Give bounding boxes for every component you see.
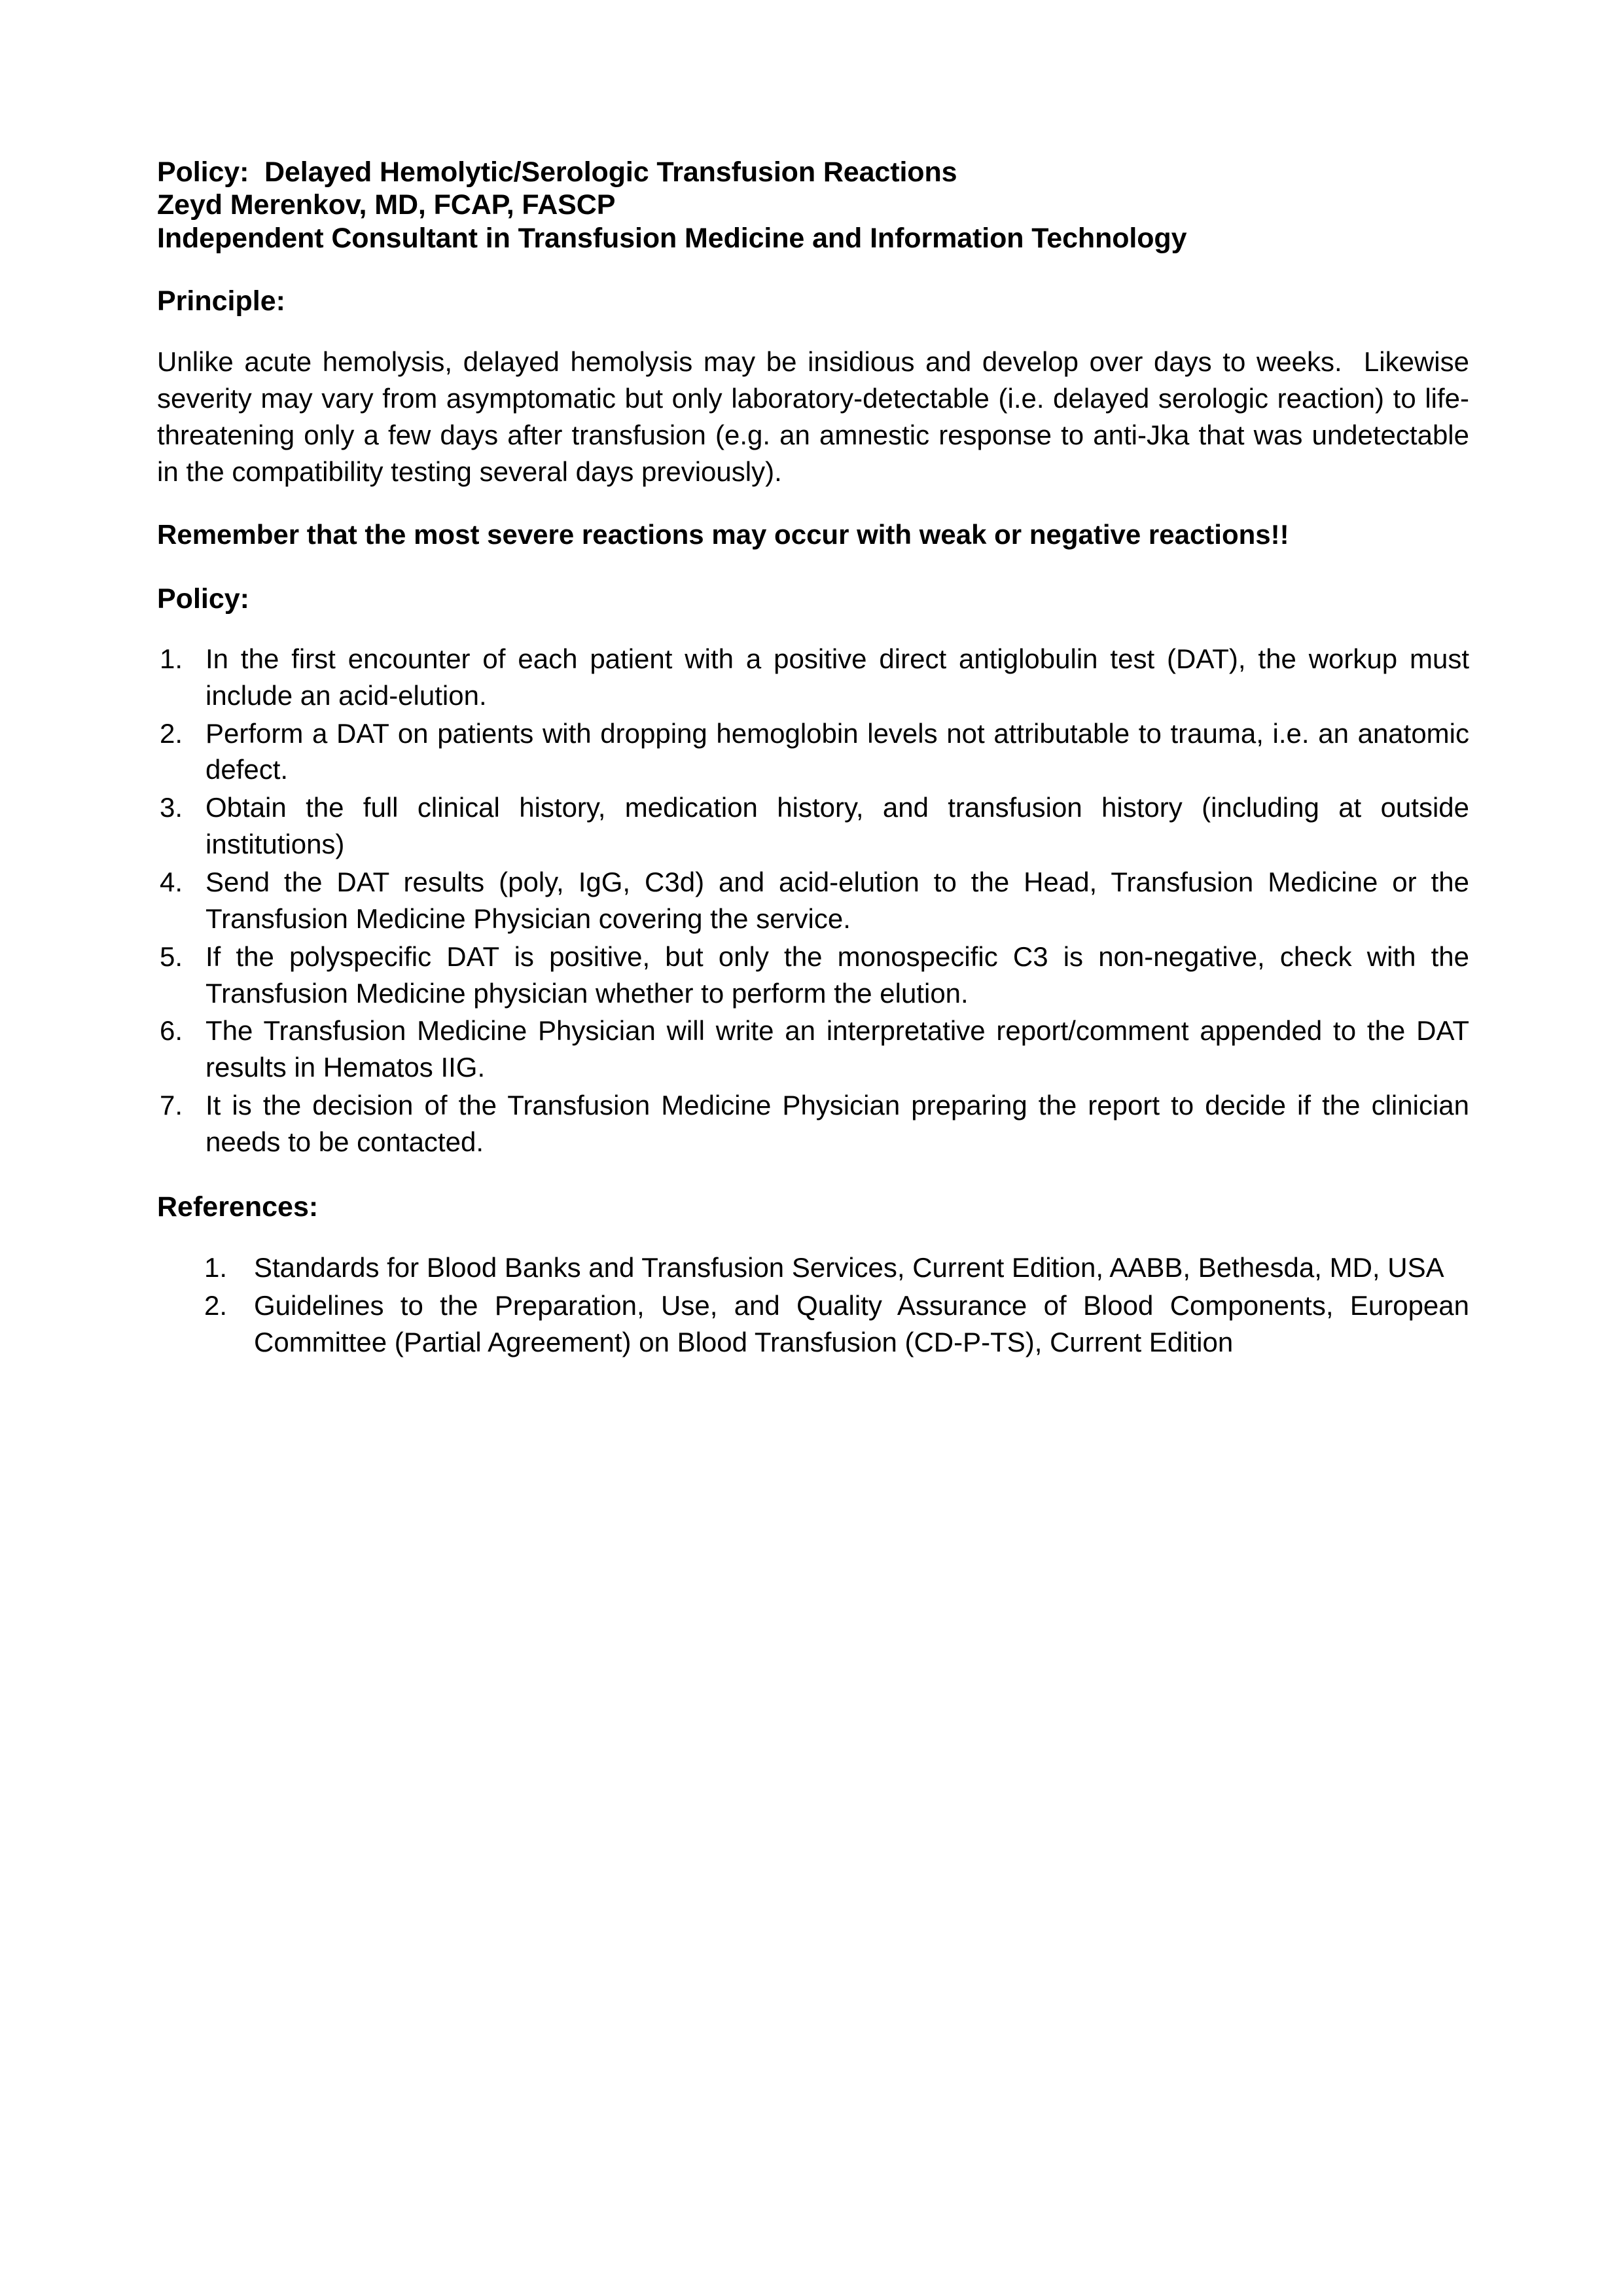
list-item: [157, 1087, 1469, 1160]
references-list: [157, 1249, 1469, 1361]
list-item: [157, 715, 1469, 789]
list-item-number: 6.: [160, 1015, 183, 1047]
list-item: [204, 1249, 1469, 1286]
list-item-text: If the polyspecific DAT is positive, but only the monospecific C3 is non-negative, check with the Transfusion Medicine physician whether to perform the elution.: [205, 941, 1469, 1009]
list-item-text: Send the DAT results (poly, IgG, C3d) and acid-elution to the Head, Transfusion Medicine or the Transfusion Medicine Physician covering the service.: [205, 866, 1469, 934]
list-item: [157, 864, 1469, 937]
list-item-text: Standards for Blood Banks and Transfusion Services, Current Edition, AABB, Bethesda, MD, USA: [254, 1252, 1444, 1283]
list-item-text: The Transfusion Medicine Physician will write an interpretative report/comment appended to the DAT results in Hematos IIG.: [205, 1015, 1469, 1083]
list-item-text: Perform a DAT on patients with dropping hemoglobin levels not attributable to trauma, i.e. an anatomic defect.: [205, 717, 1469, 785]
list-item-text: It is the decision of the Transfusion Medicine Physician preparing the report to decide if the clinician needs to be contacted.: [205, 1090, 1469, 1157]
author-affiliation: Independent Consultant in Transfusion Medicine and Information Technology: [157, 222, 1187, 254]
list-item-number: 4.: [160, 866, 183, 897]
policy-heading: Policy:: [157, 583, 249, 615]
document-header: [157, 156, 1469, 255]
list-item-number: 3.: [160, 792, 183, 823]
principle-paragraph: Unlike acute hemolysis, delayed hemolysis may be insidious and develop over days to weeks. Likewise severity may vary from asymptomatic but only laboratory-detectable (i.e. delayed serologic reaction) to life-threatening only a few days after transfusion (e.g. an amnestic response to anti-Jka that was undetectable in the compatibility testing several days previously).: [157, 346, 1477, 487]
list-item-number: 1.: [160, 643, 183, 674]
list-item-text: Guidelines to the Preparation, Use, and Quality Assurance of Blood Components, European Committee (Partial Agreement) on Blood Transfusion (CD-P-TS), Current Edition: [254, 1289, 1469, 1357]
document-body: [157, 156, 1477, 1361]
principle-heading: Principle:: [157, 285, 285, 317]
list-item: [157, 641, 1469, 714]
list-item-number: 2.: [204, 1289, 228, 1321]
list-item-number: 7.: [160, 1090, 183, 1121]
list-item: [157, 789, 1469, 863]
list-item-number: 2.: [160, 717, 183, 749]
document-title: Policy: Delayed Hemolytic/Serologic Transfusion Reactions: [157, 156, 957, 188]
references-heading: References:: [157, 1191, 319, 1223]
list-item-text: In the first encounter of each patient with a positive direct antiglobulin test (DAT), the workup must include an acid-elution.: [205, 643, 1469, 711]
list-item: [204, 1287, 1469, 1361]
list-item-text: Obtain the full clinical history, medication history, and transfusion history (including at outside institutions): [205, 792, 1469, 860]
author-name: Zeyd Merenkov, MD, FCAP, FASCP: [157, 189, 616, 221]
list-item: [157, 1013, 1469, 1086]
principle-emphasis-paragraph: Remember that the most severe reactions may occur with weak or negative reactions!!: [157, 518, 1289, 550]
list-item-number: 1.: [204, 1252, 228, 1283]
list-item-number: 5.: [160, 941, 183, 972]
policy-list: [157, 641, 1469, 1160]
list-item: [157, 939, 1469, 1012]
